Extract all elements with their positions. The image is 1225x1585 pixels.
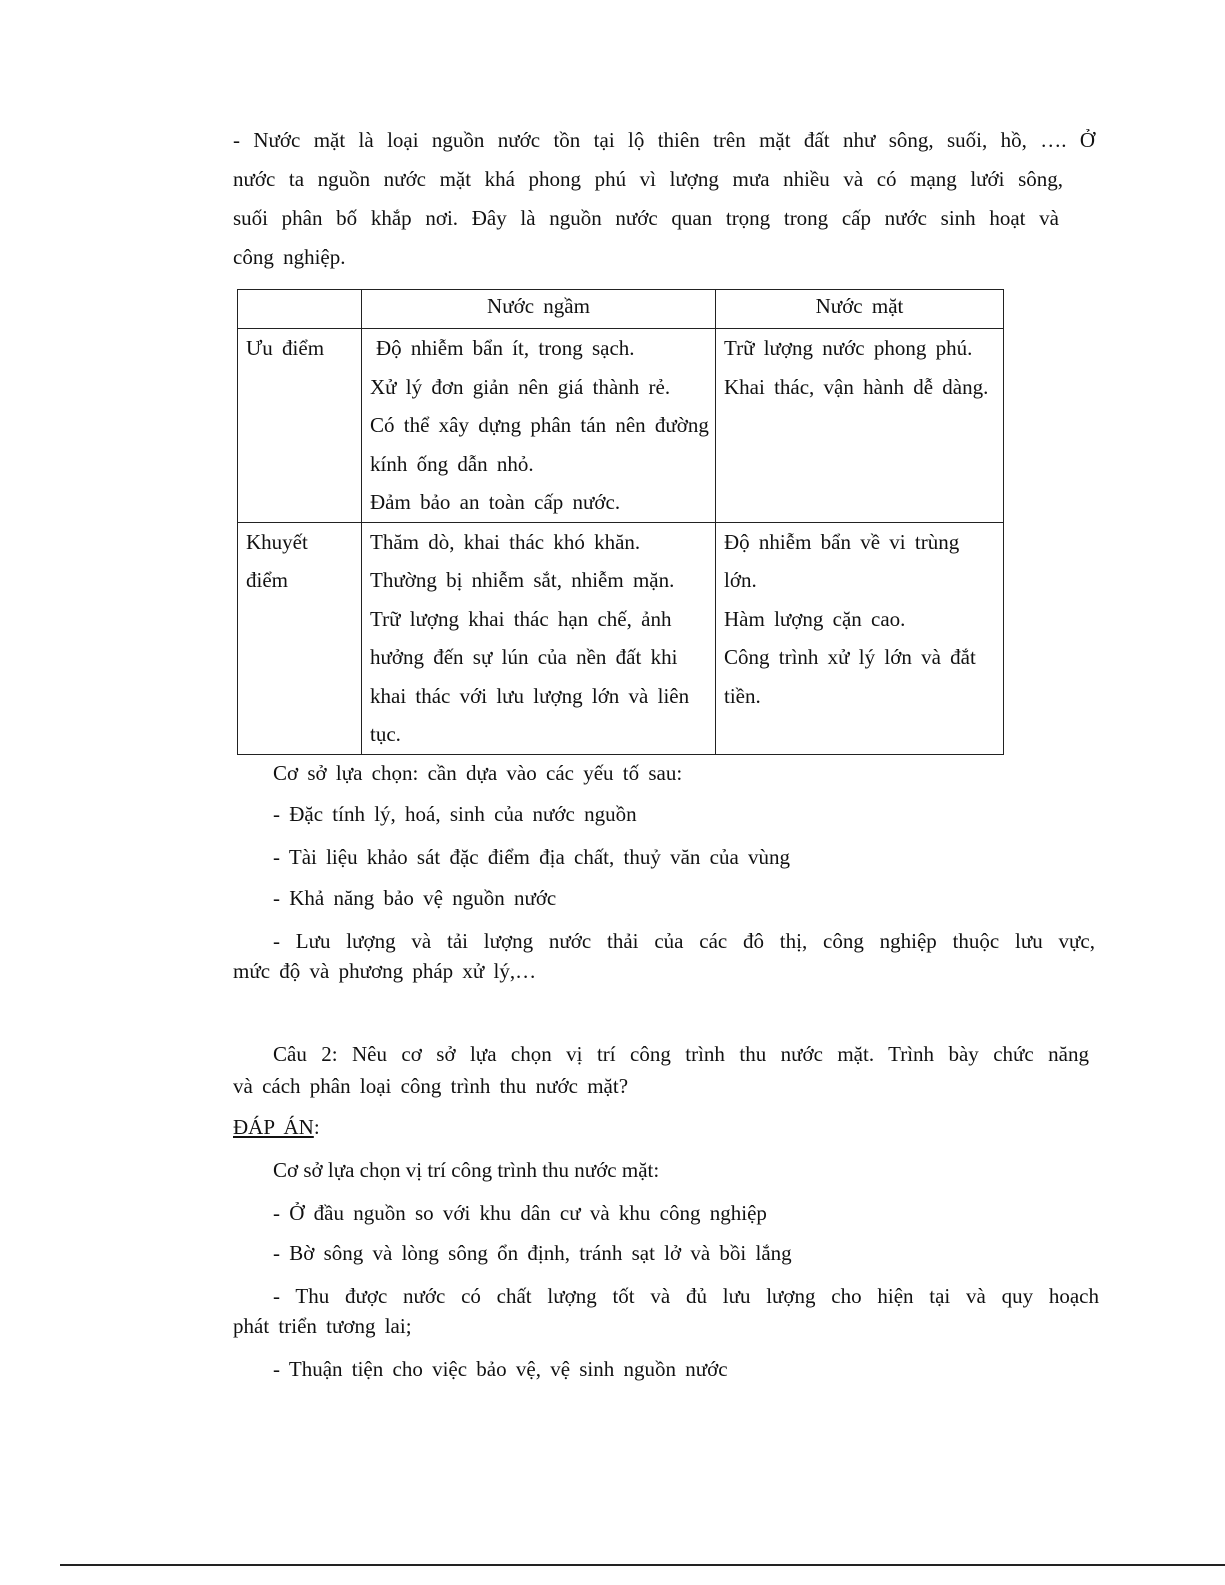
intro-line: công nghiệp. [233,245,346,269]
cell-line: Thường bị nhiễm sắt, nhiễm mặn. [370,568,675,592]
table-header-row [238,290,1004,329]
basis-heading: Cơ sở lựa chọn: cần dựa vào các yếu tố sau: [273,761,683,785]
intro-line: suối phân bố khắp nơi. Đây là nguồn nước quan trọng trong cấp nước sinh hoạt và [233,206,1059,230]
table-row-disadvantages [238,522,1004,754]
header-groundwater: Nước ngầm [362,290,716,329]
cell-line: Độ nhiễm bẩn về vi trùng [724,529,960,554]
cell-line: lớn. [724,568,757,592]
cell-line: Hàm lượng cặn cao. [724,606,906,631]
answer-label-text: ĐÁP ÁN [233,1115,314,1139]
row-label-disadvantages [238,522,362,754]
cell-line: Thăm dò, khai thác khó khăn. [370,529,641,554]
cell-line: Công trình xử lý lớn và đắt [724,645,976,669]
cell-line: tiền. [724,683,761,708]
answer-label [233,1115,320,1140]
cell-line: tục. [370,722,401,746]
basis-item: - Đặc tính lý, hoá, sinh của nước nguồn [273,802,637,826]
answer-heading: Cơ sở lựa chọn vị trí công trình thu nước mặt: [273,1158,660,1182]
answer-item: - Thu được nước có chất lượng tốt và đủ lưu lượng cho hiện tại và quy hoạch [273,1284,1099,1308]
cell-line: Khai thác, vận hành dễ dàng. [724,374,989,399]
basis-item: - Khả năng bảo vệ nguồn nước [273,886,557,910]
header-blank-cell [238,290,362,329]
cell-line: kính ống dẫn nhỏ. [370,451,534,476]
intro-line: nước ta nguồn nước mặt khá phong phú vì lượng mưa nhiều và có mạng lưới sông, [233,167,1063,191]
cell-line: hưởng đến sự lún của nền đất khi [370,645,678,669]
question-2-line: Câu 2: Nêu cơ sở lựa chọn vị trí công trình thu nước mặt. Trình bày chức năng [273,1042,1089,1066]
cell-line: Trữ lượng nước phong phú. [724,336,973,360]
row-label-line: điểm [246,568,288,592]
cell-line: Trữ lượng khai thác hạn chế, ảnh [370,606,672,631]
advantages-groundwater-cell [362,329,716,523]
cell-line: khai thác với lưu lượng lớn và liên [370,683,690,708]
header-surface-water: Nước mặt [716,290,1004,329]
cell-line: Độ nhiễm bẩn ít, trong sạch. [376,336,635,360]
question-2-line: và cách phân loại công trình thu nước mặt? [233,1074,629,1098]
footer-rule [60,1564,1225,1566]
disadvantages-surface-cell [716,522,1004,754]
answer-item: - Thuận tiện cho việc bảo vệ, vệ sinh nguồn nước [273,1357,728,1381]
cell-line: Xử lý đơn giản nên giá thành rẻ. [370,374,671,399]
basis-item: - Tài liệu khảo sát đặc điểm địa chất, thuỷ văn của vùng [273,845,791,869]
answer-item-continuation: phát triển tương lai; [233,1314,412,1338]
cell-line: Đảm bảo an toàn cấp nước. [370,490,621,514]
answer-label-colon: : [313,1115,320,1139]
answer-item: - Bờ sông và lòng sông ổn định, tránh sạt lở và bồi lắng [273,1241,792,1265]
basis-item: - Lưu lượng và tải lượng nước thải của các đô thị, công nghiệp thuộc lưu vực, [273,929,1095,953]
table-row-advantages [238,329,1004,523]
cell-line: Có thể xây dựng phân tán nên đường [370,413,709,437]
row-label-line: Khuyết [246,529,308,554]
comparison-table [237,289,1004,755]
intro-line: - Nước mặt là loại nguồn nước tồn tại lộ thiên trên mặt đất như sông, suối, hồ, …. Ở [233,128,1095,152]
row-label-advantages [238,329,362,523]
disadvantages-groundwater-cell [362,522,716,754]
row-label-line: Ưu điểm [246,336,325,360]
answer-item: - Ở đầu nguồn so với khu dân cư và khu công nghiệp [273,1201,767,1225]
advantages-surface-cell [716,329,1004,523]
basis-item-continuation: mức độ và phương pháp xử lý,… [233,959,537,983]
